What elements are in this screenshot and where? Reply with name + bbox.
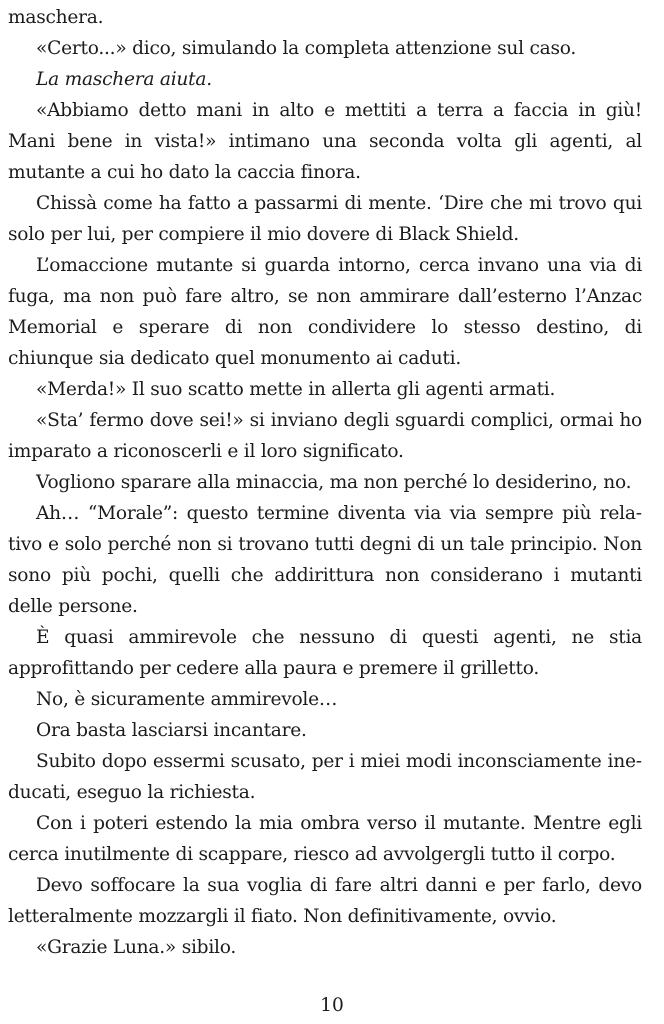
paragraph: Ora basta lasciarsi incantare. bbox=[36, 720, 307, 741]
paragraph: maschera. bbox=[8, 7, 104, 28]
paragraph: Vogliono sparare alla minaccia, ma non perché lo desiderino, no. bbox=[36, 472, 632, 493]
paragraph: «Grazie Luna.» sibilo. bbox=[36, 937, 237, 958]
paragraph: L’omaccione mutante si guarda intorno, cerca invano una via di fuga, ma non può fare altro, se non ammirare dall’esterno l’Anzac Memorial e sperare di non condividere lo stesso destino, di chiunque sia dedicato quel monumento ai caduti. bbox=[8, 255, 642, 369]
paragraph: «Merda!» Il suo scatto mette in allerta gli agenti armati. bbox=[36, 379, 556, 400]
paragraph: No, è sicuramente ammirevole… bbox=[36, 689, 338, 710]
paragraph: Con i poteri estendo la mia ombra verso il mutante. Mentre egli cerca inutilmente di scappare, riesco ad avvolgergli tutto il corpo. bbox=[8, 813, 642, 865]
paragraph: È quasi ammirevole che nessuno di questi agenti, ne stia approfittando per cedere alla paura e premere il grilletto. bbox=[8, 627, 642, 679]
paragraph: Chissà come ha fatto a passarmi di mente. ‘Dire che mi trovo qui solo per lui, per compiere il mio dovere di Black Shield. bbox=[8, 193, 642, 245]
paragraph: «Abbiamo detto mani in alto e mettiti a terra a faccia in giù! Mani bene in vista!» intimano una seconda volta gli agenti, al mutante a cui ho dato la caccia finora. bbox=[8, 100, 642, 183]
page-number: 10 bbox=[320, 995, 344, 1016]
book-page bbox=[8, 2, 642, 1012]
paragraph: Devo soffocare la sua voglia di fare altri danni e per farlo, devo letteralmente mozzargli il fiato. Non definitivamente, ovvio. bbox=[8, 875, 642, 927]
paragraph-italic: La maschera aiuta. bbox=[36, 69, 212, 90]
paragraph: Subito dopo essermi scusato, per i miei modi inconsciamente ineducati, eseguo la richiesta. bbox=[8, 751, 642, 803]
paragraph: «Sta’ fermo dove sei!» si inviano degli sguardi complici, ormai ho imparato a riconoscerli e il loro significato. bbox=[8, 410, 642, 462]
paragraph: «Certo...» dico, simulando la completa attenzione sul caso. bbox=[36, 38, 577, 59]
paragraph: Ah… “Morale”: questo termine diventa via via sempre più relativo e solo perché non si trovano tutti degni di un tale principio. Non sono più pochi, quelli che addirittura non considerano i mutanti delle persone. bbox=[8, 503, 642, 617]
